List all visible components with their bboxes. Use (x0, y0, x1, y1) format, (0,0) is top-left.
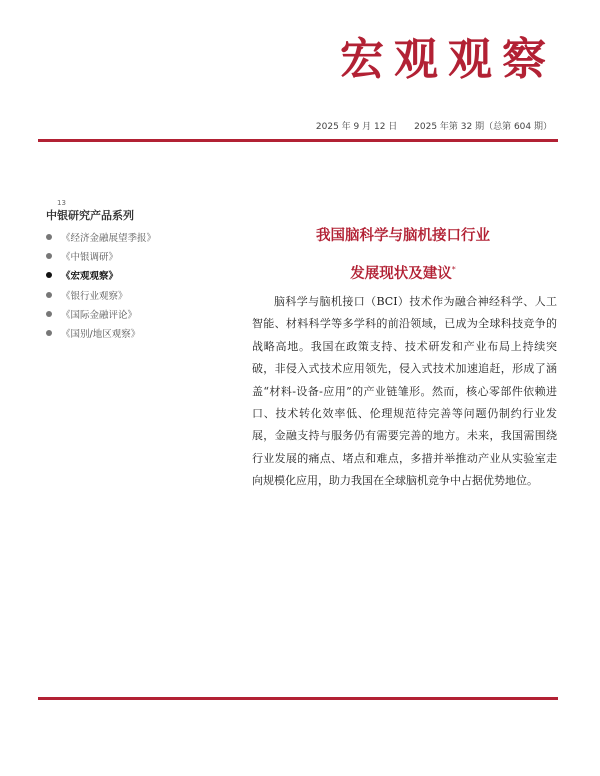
series-item-label: 《宏观观察》 (61, 271, 119, 283)
bullet-icon (46, 253, 52, 259)
series-item-label: 《国际金融评论》 (61, 309, 138, 321)
series-item-label: 《中银调研》 (61, 251, 119, 263)
report-title-line2 (248, 262, 558, 283)
series-item-banking-observation (46, 285, 156, 304)
series-item-international-finance (46, 304, 156, 323)
series-item-country-region (46, 323, 156, 342)
series-item-macro-observation (46, 266, 156, 285)
footer-divider (38, 697, 558, 700)
series-list (46, 227, 156, 343)
bullet-icon (46, 330, 52, 336)
report-title-line1: 我国脑科学与脑机接口行业 (316, 228, 490, 244)
issue-number: 2025 年第 32 期（总第 604 期） (414, 122, 552, 132)
bullet-icon (46, 292, 52, 298)
report-title-text: 发展现状及建议 (350, 266, 452, 282)
series-item-label: 《国别/地区观察》 (61, 329, 141, 341)
header-divider (38, 139, 558, 142)
series-item-bank-research (46, 246, 156, 265)
publish-date: 2025 年 9 月 12 日 (315, 122, 398, 132)
masthead-title: 宏观观察 (340, 34, 556, 85)
bullet-icon (46, 311, 52, 317)
issue-info (316, 119, 552, 132)
series-item-label: 《经济金融展望季报》 (61, 232, 157, 244)
bullet-icon (46, 272, 52, 278)
series-item-label: 《银行业观察》 (61, 290, 128, 302)
page-marker: 13 (57, 199, 66, 207)
footnote-mark: * (451, 265, 456, 275)
report-abstract: 脑科学与脑机接口（BCI）技术作为融合神经科学、人工智能、材料科学等多学科的前沿领域，已成为全球科技竞争的战略高地。我国在政策支持、技术研发和产业布局上持续突破，非侵入式技术应用领先，侵入式技术加速追赶，形成了涵盖“材料-设备-应用”的产业链雏形。然而，核心零部件依赖进口、技术转化效率低、伦理规范待完善等问题仍制约行业发展，金融支持与服务仍有需要完善的地方。未来，我国需围绕行业发展的痛点、堵点和难点，多措并举推动产业从实验室走向规模化应用，助力我国在全球脑机竞争中占据优势地位。 (252, 295, 557, 488)
series-item-economic-outlook (46, 227, 156, 246)
bullet-icon (46, 234, 52, 240)
series-title: 中银研究产品系列 (46, 209, 134, 222)
